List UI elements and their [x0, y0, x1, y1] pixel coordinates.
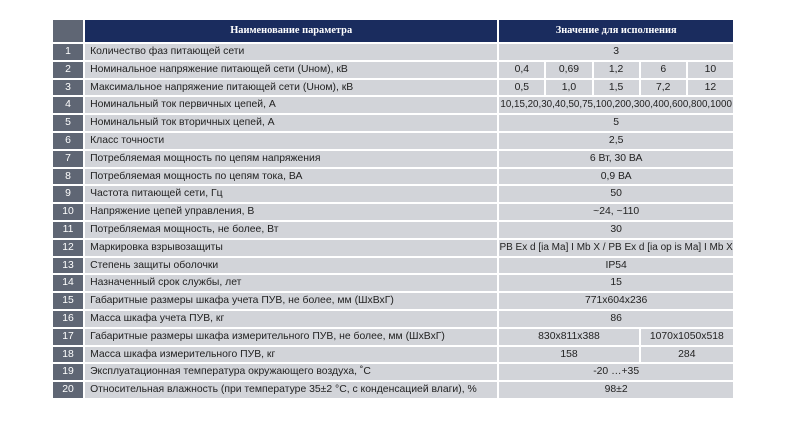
- header-parameter-name: Наименование параметра: [85, 20, 497, 42]
- parameter-value: PB Ex d [ia Ma] I Mb X / PB Ex d [ia op is Ma] I Mb X: [499, 240, 733, 256]
- parameter-value: 2,5: [499, 133, 733, 149]
- parameter-value: 6: [641, 62, 686, 78]
- parameter-value: 98±2: [499, 382, 733, 398]
- parameter-value: 1,5: [594, 80, 639, 96]
- parameter-value: 771х604х236: [499, 293, 733, 309]
- parameter-value: 1070х1050х518: [641, 329, 733, 345]
- row-number: 5: [53, 115, 83, 131]
- parameter-name: Габаритные размеры шкафа учета ПУВ, не более, мм (ШхВхГ): [85, 293, 497, 309]
- table-row: [53, 222, 733, 238]
- parameter-value: IP54: [499, 258, 733, 274]
- parameter-name: Количество фаз питающей сети: [85, 44, 497, 60]
- parameter-value: 10: [688, 62, 733, 78]
- row-number: 1: [53, 44, 83, 60]
- parameter-name: Потребляемая мощность по цепям тока, ВА: [85, 169, 497, 185]
- parameter-name: Номинальный ток вторичных цепей, А: [85, 115, 497, 131]
- row-number: 16: [53, 311, 83, 327]
- parameter-value: 3: [499, 44, 733, 60]
- parameter-name: Класс точности: [85, 133, 497, 149]
- row-number: 7: [53, 151, 83, 167]
- table-row: [53, 204, 733, 220]
- table-row: [53, 115, 733, 131]
- parameter-value: 284: [641, 347, 733, 363]
- parameter-value: 10,15,20,30,40,50,75,100,200,300,400,600,800,1000: [499, 97, 733, 113]
- spec-body: [53, 44, 733, 398]
- parameter-value: 830х811х388: [499, 329, 638, 345]
- table-row: [53, 258, 733, 274]
- row-number: 19: [53, 364, 83, 380]
- table-row: [53, 133, 733, 149]
- table-row: [53, 44, 733, 60]
- parameter-name: Масса шкафа учета ПУВ, кг: [85, 311, 497, 327]
- parameter-name: Эксплуатационная температура окружающего воздуха, ˚С: [85, 364, 497, 380]
- table-row: [53, 97, 733, 113]
- row-number: 8: [53, 169, 83, 185]
- row-number: 13: [53, 258, 83, 274]
- row-number: 17: [53, 329, 83, 345]
- table-row: [53, 275, 733, 291]
- row-number: 6: [53, 133, 83, 149]
- parameter-value: 158: [499, 347, 638, 363]
- row-number: 20: [53, 382, 83, 398]
- parameter-value: 7,2: [641, 80, 686, 96]
- parameter-value: 0,5: [499, 80, 544, 96]
- parameter-value: 86: [499, 311, 733, 327]
- header-num: [53, 20, 83, 42]
- row-number: 10: [53, 204, 83, 220]
- header-value: Значение для исполнения: [499, 20, 733, 42]
- row-number: 15: [53, 293, 83, 309]
- table-row: [53, 240, 733, 256]
- parameter-name: Частота питающей сети, Гц: [85, 186, 497, 202]
- parameter-name: Максимальное напряжение питающей сети (Uном), кВ: [85, 80, 497, 96]
- table-row: [53, 62, 733, 78]
- parameter-name: Масса шкафа измерительного ПУВ, кг: [85, 347, 497, 363]
- parameter-value: 0,9 ВА: [499, 169, 733, 185]
- parameter-name: Номинальный ток первичных цепей, А: [85, 97, 497, 113]
- parameter-name: Номинальное напряжение питающей сети (Uном), кВ: [85, 62, 497, 78]
- table-row: [53, 329, 733, 345]
- table-row: [53, 382, 733, 398]
- parameter-value: 15: [499, 275, 733, 291]
- table-row: [53, 186, 733, 202]
- parameter-name: Потребляемая мощность, не более, Вт: [85, 222, 497, 238]
- table-row: [53, 364, 733, 380]
- row-number: 3: [53, 80, 83, 96]
- parameter-value: -20 …+35: [499, 364, 733, 380]
- header-row: [53, 20, 733, 42]
- parameter-name: Назначенный срок службы, лет: [85, 275, 497, 291]
- row-number: 2: [53, 62, 83, 78]
- parameter-name: Напряжение цепей управления, В: [85, 204, 497, 220]
- parameter-value: ~24, ~110: [499, 204, 733, 220]
- parameter-value: 50: [499, 186, 733, 202]
- row-number: 4: [53, 97, 83, 113]
- parameter-value: 6 Вт, 30 ВА: [499, 151, 733, 167]
- table-row: [53, 347, 733, 363]
- table-row: [53, 311, 733, 327]
- parameter-value: 0,4: [499, 62, 544, 78]
- row-number: 11: [53, 222, 83, 238]
- row-number: 14: [53, 275, 83, 291]
- parameter-name: Маркировка взрывозащиты: [85, 240, 497, 256]
- parameter-value: 30: [499, 222, 733, 238]
- parameter-value: 5: [499, 115, 733, 131]
- parameter-name: Потребляемая мощность по цепям напряжения: [85, 151, 497, 167]
- row-number: 12: [53, 240, 83, 256]
- parameter-name: Степень защиты оболочки: [85, 258, 497, 274]
- parameter-name: Относительная влажность (при температуре 35±2 °С, с конденсацией влаги), %: [85, 382, 497, 398]
- spec-table: [51, 18, 735, 400]
- table-row: [53, 169, 733, 185]
- parameter-value: 1,0: [546, 80, 591, 96]
- parameter-name: Габаритные размеры шкафа измерительного ПУВ, не более, мм (ШхВхГ): [85, 329, 497, 345]
- parameter-value: 12: [688, 80, 733, 96]
- parameter-value: 1,2: [594, 62, 639, 78]
- table-row: [53, 151, 733, 167]
- parameter-value: 0,69: [546, 62, 591, 78]
- table-row: [53, 293, 733, 309]
- row-number: 9: [53, 186, 83, 202]
- row-number: 18: [53, 347, 83, 363]
- table-row: [53, 80, 733, 96]
